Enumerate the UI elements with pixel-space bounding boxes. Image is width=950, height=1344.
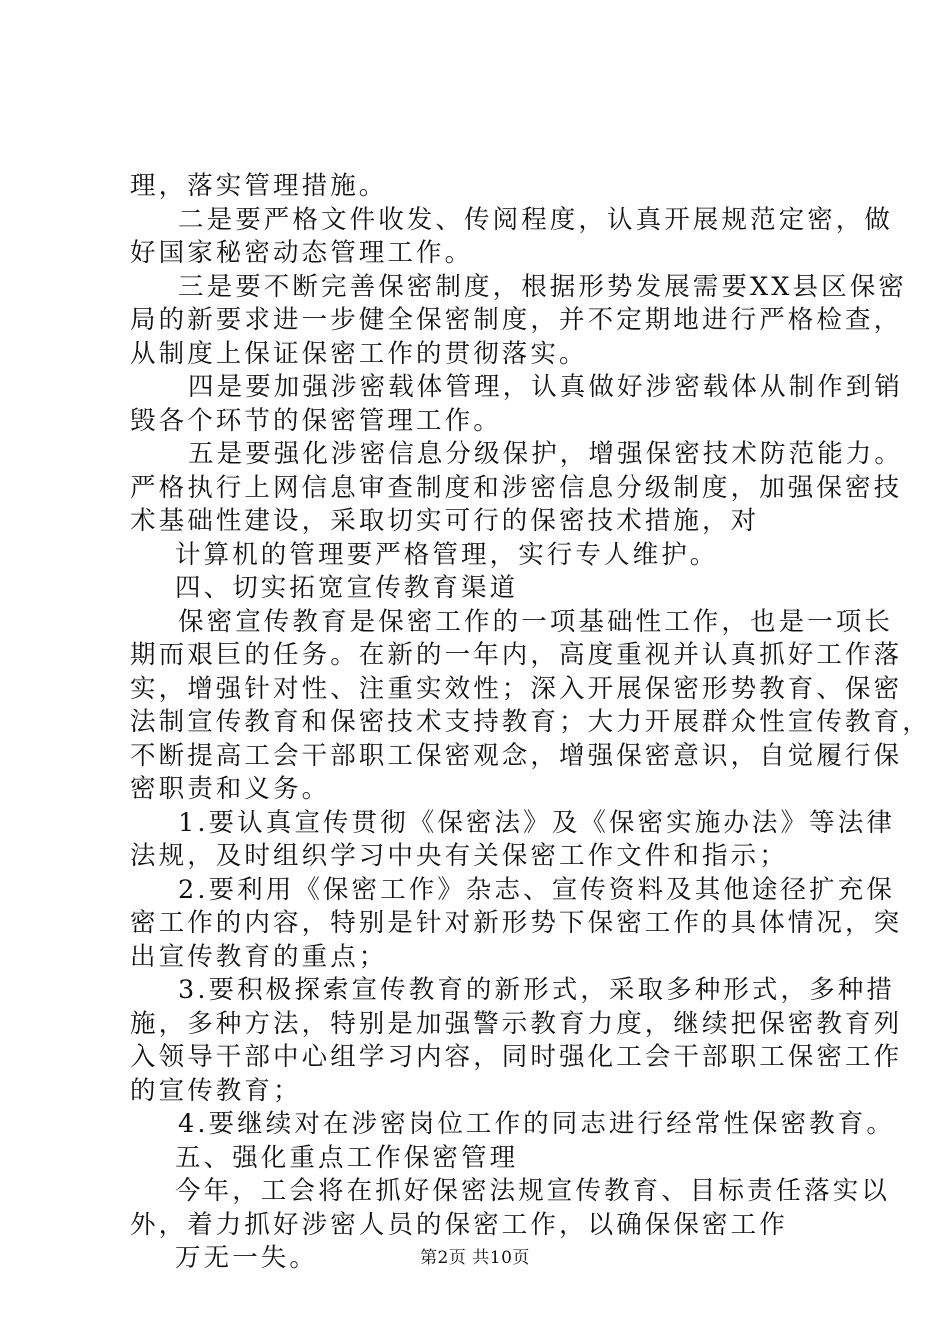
body-line: 实，增强针对性、注重实效性；深入开展保密形势教育、保密: [130, 673, 903, 704]
section-heading: 五、强化重点工作保密管理: [175, 1142, 519, 1173]
body-line: 局的新要求进一步健全保密制度，并不定期地进行严格检查，: [130, 305, 903, 335]
body-line: 保密宣传教育是保密工作的一项基础性工作，也是一项长: [178, 606, 894, 637]
page-number: 第2页 共10页: [420, 1248, 530, 1268]
body-line: 施，多种方法，特别是加强警示教育力度，继续把保密教育列: [130, 1008, 903, 1039]
list-item-line: 3.要积极探索宣传教育的新形式，采取多种形式，多种措: [178, 975, 895, 1005]
body-line: 四是要加强涉密载体管理，认真做好涉密载体从制作到销: [188, 372, 904, 402]
body-line: 外，着力抓好涉密人员的保密工作，以确保保密工作: [130, 1209, 788, 1240]
list-item-line: 2.要利用《保密工作》杂志、宣传资料及其他途径扩充保: [178, 874, 895, 905]
document-body: [130, 170, 931, 1276]
list-item-line: 4.要继续对在涉密岗位工作的同志进行经常性保密教育。: [178, 1109, 895, 1139]
body-line: 三是要不断完善保密制度，根据形势发展需要XX县区保密: [178, 271, 907, 302]
body-line: 密职责和义务。: [130, 774, 331, 804]
body-line: 术基础性建设，采取切实可行的保密技术措施，对: [130, 506, 760, 536]
body-line: 期而艰巨的任务。在新的一年内，高度重视并认真抓好工作落: [130, 640, 903, 670]
body-line: 好国家秘密动态管理工作。: [130, 238, 474, 268]
body-line: 计算机的管理要严格管理，实行专人维护。: [175, 539, 719, 570]
section-heading: 四、切实拓宽宣传教育渠道: [175, 573, 519, 603]
body-line: 万无一失。: [175, 1243, 319, 1273]
body-line: 五是要强化涉密信息分级保护，增强保密技术防范能力。: [188, 439, 904, 469]
body-line: 严格执行上网信息审查制度和涉密信息分级制度，加强保密技: [130, 472, 903, 503]
body-line: 从制度上保证保密工作的贯彻落实。: [130, 338, 588, 369]
body-line: 的宣传教育；: [130, 1075, 302, 1106]
body-line: 理，落实管理措施。: [130, 171, 388, 201]
body-line: 毁各个环节的保密管理工作。: [130, 405, 502, 436]
body-line: 不断提高工会干部职工保密观念，增强保密意识，自觉履行保: [130, 740, 903, 771]
body-line: 入领导干部中心组学习内容，同时强化工会干部职工保密工作: [130, 1042, 903, 1072]
body-line: 今年，工会将在抓好保密法规宣传教育、目标责任落实以: [175, 1176, 891, 1206]
body-line: 出宣传教育的重点；: [130, 941, 388, 972]
body-line: 法制宣传教育和保密技术支持教育；大力开展群众性宣传教育，: [130, 707, 931, 737]
body-line: 密工作的内容，特别是针对新形势下保密工作的具体情况，突: [130, 908, 903, 938]
body-line: 二是要严格文件收发、传阅程度，认真开展规范定密，做: [178, 204, 894, 235]
body-line: 法规，及时组织学习中央有关保密工作文件和指示；: [130, 841, 788, 871]
list-item-line: 1.要认真宣传贯彻《保密法》及《保密实施办法》等法律: [178, 807, 895, 838]
